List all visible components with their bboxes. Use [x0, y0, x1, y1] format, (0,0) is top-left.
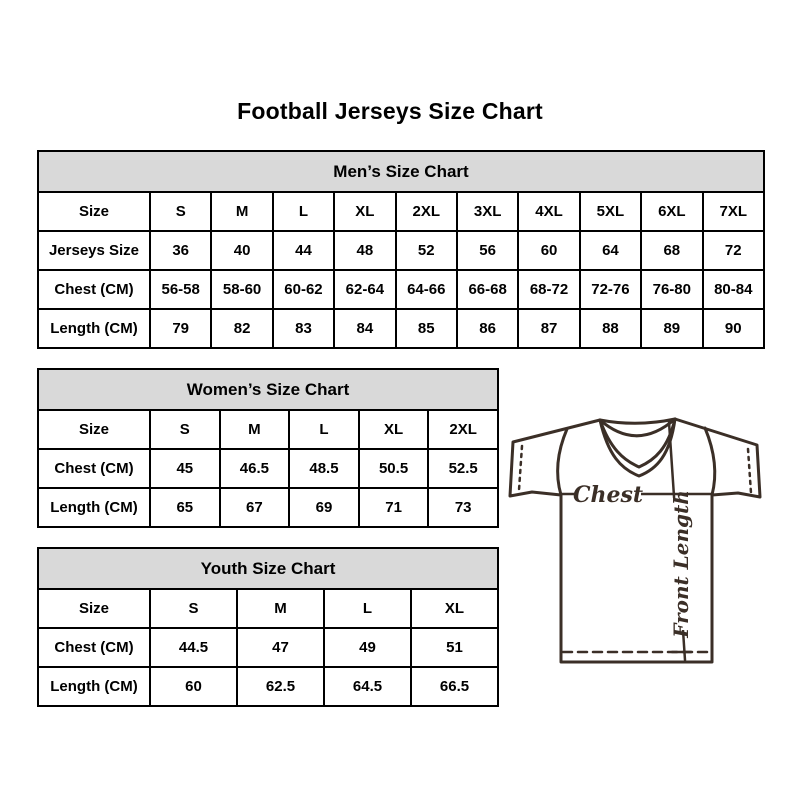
youth-size-table — [37, 547, 499, 707]
mens-row-label: Chest (CM) — [38, 270, 150, 309]
mens-value-cell: 76-80 — [641, 270, 702, 309]
youth-title-row — [38, 548, 498, 589]
mens-value-cell: 60 — [518, 231, 579, 270]
jersey-outline-icon — [510, 419, 760, 662]
youth-value-cell: 44.5 — [150, 628, 237, 667]
womens-size-header: Size — [38, 410, 150, 449]
mens-value-cell: 48 — [334, 231, 395, 270]
youth-col-header: XL — [411, 589, 498, 628]
womens-col-header: 2XL — [428, 410, 498, 449]
youth-value-cell: 60 — [150, 667, 237, 706]
mens-value-cell: 72 — [703, 231, 764, 270]
womens-row-label: Length (CM) — [38, 488, 150, 527]
chest-measure-label: Chest — [572, 482, 644, 508]
mens-col-header: 7XL — [703, 192, 764, 231]
mens-value-cell: 84 — [334, 309, 395, 348]
mens-value-cell: 68 — [641, 231, 702, 270]
mens-size-table — [37, 150, 765, 349]
mens-size-header: Size — [38, 192, 150, 231]
mens-value-cell: 64-66 — [396, 270, 457, 309]
youth-chart-title: Youth Size Chart — [38, 548, 498, 589]
mens-value-cell: 60-62 — [273, 270, 334, 309]
mens-col-header: 2XL — [396, 192, 457, 231]
youth-row — [38, 589, 498, 628]
mens-value-cell: 80-84 — [703, 270, 764, 309]
mens-value-cell: 56-58 — [150, 270, 211, 309]
youth-row-label: Length (CM) — [38, 667, 150, 706]
youth-value-cell: 47 — [237, 628, 324, 667]
womens-value-cell: 73 — [428, 488, 498, 527]
youth-col-header: M — [237, 589, 324, 628]
mens-value-cell: 72-76 — [580, 270, 641, 309]
mens-value-cell: 44 — [273, 231, 334, 270]
womens-size-table — [37, 368, 499, 528]
womens-value-cell: 48.5 — [289, 449, 359, 488]
youth-row — [38, 628, 498, 667]
womens-col-header: L — [289, 410, 359, 449]
youth-size-header: Size — [38, 589, 150, 628]
mens-value-cell: 64 — [580, 231, 641, 270]
womens-value-cell: 69 — [289, 488, 359, 527]
womens-value-cell: 67 — [220, 488, 290, 527]
mens-value-cell: 58-60 — [211, 270, 272, 309]
youth-value-cell: 66.5 — [411, 667, 498, 706]
mens-col-header: 5XL — [580, 192, 641, 231]
right-cuff-stitch-line — [748, 449, 751, 493]
mens-value-cell: 56 — [457, 231, 518, 270]
mens-value-cell: 86 — [457, 309, 518, 348]
jersey-measurement-diagram — [505, 404, 765, 674]
womens-value-cell: 65 — [150, 488, 220, 527]
mens-col-header: L — [273, 192, 334, 231]
mens-value-cell: 52 — [396, 231, 457, 270]
youth-row-label: Chest (CM) — [38, 628, 150, 667]
mens-value-cell: 79 — [150, 309, 211, 348]
mens-row — [38, 309, 764, 348]
mens-value-cell: 66-68 — [457, 270, 518, 309]
womens-row — [38, 488, 498, 527]
womens-row — [38, 449, 498, 488]
youth-value-cell: 51 — [411, 628, 498, 667]
womens-row — [38, 410, 498, 449]
mens-value-cell: 82 — [211, 309, 272, 348]
womens-title-row — [38, 369, 498, 410]
womens-row-label: Chest (CM) — [38, 449, 150, 488]
mens-col-header: 4XL — [518, 192, 579, 231]
page-title: Football Jerseys Size Chart — [237, 98, 543, 124]
mens-value-cell: 68-72 — [518, 270, 579, 309]
womens-col-header: M — [220, 410, 290, 449]
front-length-measure-label: Front Length — [669, 490, 693, 638]
mens-row — [38, 270, 764, 309]
mens-value-cell: 40 — [211, 231, 272, 270]
youth-col-header: S — [150, 589, 237, 628]
mens-row-label: Jerseys Size — [38, 231, 150, 270]
womens-col-header: S — [150, 410, 220, 449]
youth-row — [38, 667, 498, 706]
mens-value-cell: 62-64 — [334, 270, 395, 309]
mens-value-cell: 36 — [150, 231, 211, 270]
mens-col-header: S — [150, 192, 211, 231]
youth-col-header: L — [324, 589, 411, 628]
mens-title-row — [38, 151, 764, 192]
womens-value-cell: 71 — [359, 488, 429, 527]
youth-value-cell: 62.5 — [237, 667, 324, 706]
mens-value-cell: 90 — [703, 309, 764, 348]
womens-col-header: XL — [359, 410, 429, 449]
mens-col-header: M — [211, 192, 272, 231]
womens-value-cell: 50.5 — [359, 449, 429, 488]
youth-value-cell: 49 — [324, 628, 411, 667]
mens-row-label: Length (CM) — [38, 309, 150, 348]
mens-col-header: 6XL — [641, 192, 702, 231]
mens-row — [38, 231, 764, 270]
mens-value-cell: 83 — [273, 309, 334, 348]
mens-value-cell: 89 — [641, 309, 702, 348]
womens-value-cell: 46.5 — [220, 449, 290, 488]
mens-col-header: 3XL — [457, 192, 518, 231]
mens-row — [38, 192, 764, 231]
womens-chart-title: Women’s Size Chart — [38, 369, 498, 410]
mens-chart-title: Men’s Size Chart — [38, 151, 764, 192]
youth-value-cell: 64.5 — [324, 667, 411, 706]
womens-value-cell: 45 — [150, 449, 220, 488]
mens-value-cell: 88 — [580, 309, 641, 348]
mens-value-cell: 85 — [396, 309, 457, 348]
womens-value-cell: 52.5 — [428, 449, 498, 488]
mens-value-cell: 87 — [518, 309, 579, 348]
left-cuff-stitch-line — [519, 446, 522, 490]
mens-col-header: XL — [334, 192, 395, 231]
